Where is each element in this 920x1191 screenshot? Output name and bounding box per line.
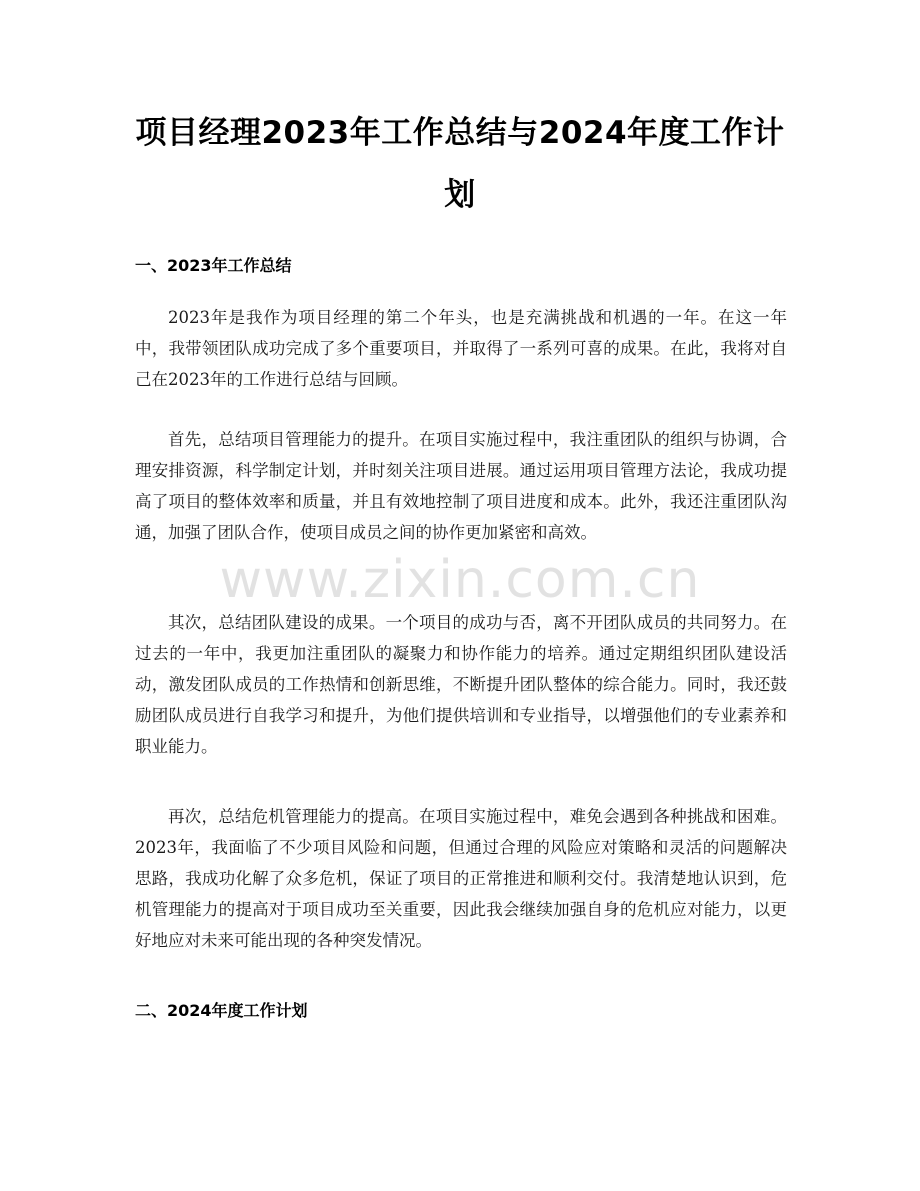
paragraph-intro: 2023年是我作为项目经理的第二个年头，也是充满挑战和机遇的一年。在这一年中，我带领团队成功完成了多个重要项目，并取得了一系列可喜的成果。在此，我将对自己在2023年的工作进行总结与回顾。 [135, 308, 787, 389]
section-heading-summary: 一、2023年工作总结 [135, 256, 292, 275]
watermark: www.zixin.com.cn [219, 550, 701, 610]
paragraph-project-management: 首先，总结项目管理能力的提升。在项目实施过程中，我注重团队的组织与协调，合理安排资源，科学制定计划，并时刻关注项目进展。通过运用项目管理方法论，我成功提高了项目的整体效率和质量，并且有效地控制了项目进度和成本。此外，我还注重团队沟通，加强了团队合作，使项目成员之间的协作更加紧密和高效。 [135, 430, 787, 542]
paragraph-team-building: 其次，总结团队建设的成果。一个项目的成功与否，离不开团队成员的共同努力。在过去的一年中，我更加注重团队的凝聚力和协作能力的培养。通过定期组织团队建设活动，激发团队成员的工作热情和创新思维，不断提升团队整体的综合能力。同时，我还鼓励团队成员进行自我学习和提升，为他们提供培训和专业指导，以增强他们的专业素养和职业能力。 [135, 613, 787, 756]
section-heading-plan: 二、2024年度工作计划 [135, 1001, 308, 1020]
page-title: 项目经理2023年工作总结与2024年度工作计划 [135, 115, 785, 213]
paragraph-crisis-management: 再次，总结危机管理能力的提高。在项目实施过程中，难免会遇到各种挑战和困难。2023年，我面临了不少项目风险和问题，但通过合理的风险应对策略和灵活的问题解决思路，我成功化解了众多危机，保证了项目的正常推进和顺利交付。我清楚地认识到，危机管理能力的提高对于项目成功至关重要，因此我会继续加强自身的危机应对能力，以更好地应对未来可能出现的各种突发情况。 [135, 807, 787, 950]
